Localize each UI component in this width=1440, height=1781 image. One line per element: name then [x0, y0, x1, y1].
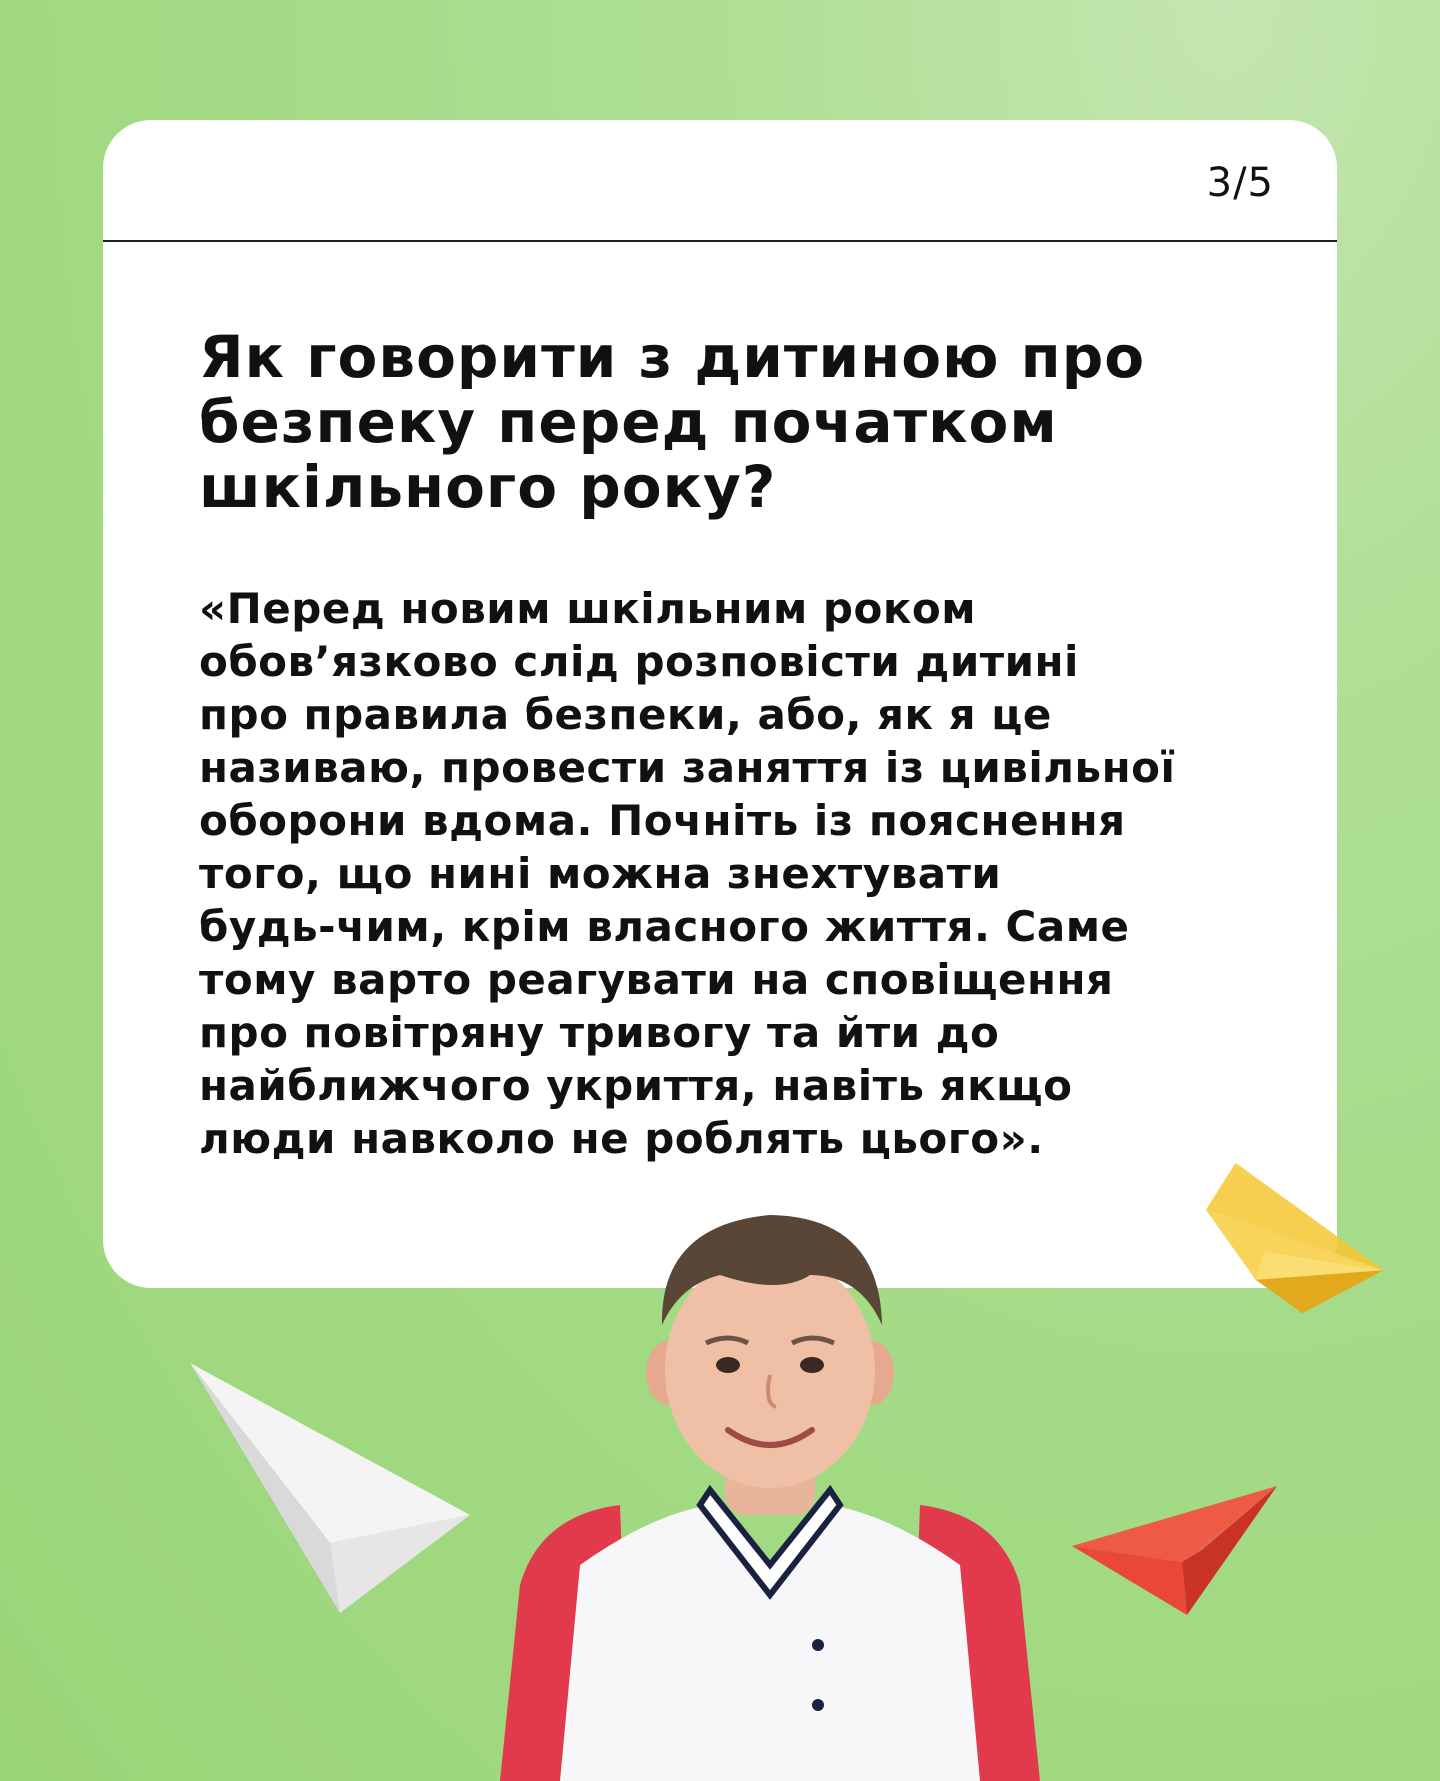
quote-line: люди навколо не роблять цього».	[199, 1114, 1044, 1163]
heading	[199, 325, 1219, 520]
quote-line: називаю, провести заняття із цивільної	[199, 743, 1176, 792]
quote-line: обов’язково слід розповісти дитині	[199, 637, 1079, 686]
red-paper-plane-icon	[1062, 1480, 1287, 1630]
heading-line: Як говорити з дитиною про	[199, 323, 1146, 391]
yellow-paper-plane-icon	[1192, 1152, 1398, 1324]
white-paper-plane-icon	[180, 1355, 480, 1620]
page-counter: 3/5	[1206, 160, 1274, 206]
quote-line: «Перед новим шкільним роком	[199, 584, 977, 633]
child-photo	[480, 1205, 1060, 1781]
content-card	[103, 120, 1337, 1288]
quote-line: того, що нині можна знехтувати	[199, 849, 1002, 898]
divider	[103, 240, 1337, 242]
quote-line: про правила безпеки, або, як я це	[199, 690, 1052, 739]
heading-line: шкільного року?	[199, 453, 777, 521]
quote-line: оборони вдома. Почніть із пояснення	[199, 796, 1126, 845]
quote-line: тому варто реагувати на сповіщення	[199, 955, 1114, 1004]
quote-line: про повітряну тривогу та йти до	[199, 1008, 1000, 1057]
quote-text	[199, 582, 1249, 1165]
heading-line: безпеку перед початком	[199, 388, 1058, 456]
quote-line: будь-чим, крім власного життя. Саме	[199, 902, 1130, 951]
quote-line: найближчого укриття, навіть якщо	[199, 1061, 1073, 1110]
